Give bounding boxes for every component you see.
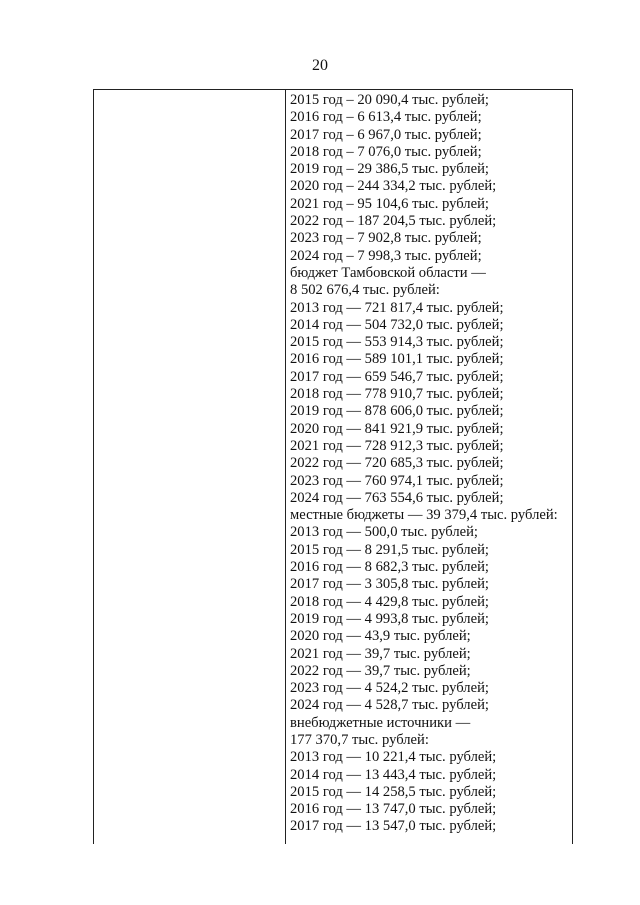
funding-line: 2023 год — 4 524,2 тыс. рублей; bbox=[290, 680, 489, 697]
funding-line: 2021 год — 39,7 тыс. рублей; bbox=[290, 645, 471, 662]
funding-line: 2016 год — 589 101,1 тыс. рублей; bbox=[290, 351, 504, 368]
funding-line: 2023 год – 7 902,8 тыс. рублей; bbox=[290, 230, 482, 247]
funding-line: 2016 год – 6 613,4 тыс. рублей; bbox=[290, 109, 482, 126]
funding-line: 2019 год – 29 386,5 тыс. рублей; bbox=[290, 161, 489, 178]
funding-line: 8 502 676,4 тыс. рублей: bbox=[290, 282, 440, 299]
funding-line: 177 370,7 тыс. рублей: bbox=[290, 731, 429, 748]
page-number: 20 bbox=[312, 57, 328, 74]
funding-line: 2015 год — 14 258,5 тыс. рублей; bbox=[290, 783, 497, 800]
funding-line: бюджет Тамбовской области — bbox=[290, 264, 486, 281]
funding-line: внебюджетные источники — bbox=[290, 714, 471, 731]
funding-line: 2015 год — 8 291,5 тыс. рублей; bbox=[290, 541, 489, 558]
funding-line: 2018 год — 4 429,8 тыс. рублей; bbox=[290, 593, 489, 610]
funding-line: 2020 год – 244 334,2 тыс. рублей; bbox=[290, 178, 497, 195]
funding-line: 2016 год — 13 747,0 тыс. рублей; bbox=[290, 801, 497, 818]
funding-line: 2015 год – 20 090,4 тыс. рублей; bbox=[290, 92, 489, 108]
funding-line: 2021 год – 95 104,6 тыс. рублей; bbox=[290, 195, 489, 212]
funding-line: 2013 год — 721 817,4 тыс. рублей; bbox=[290, 299, 504, 316]
funding-line: 2017 год – 6 967,0 тыс. рублей; bbox=[290, 126, 482, 143]
funding-line: 2024 год — 763 554,6 тыс. рублей; bbox=[290, 489, 504, 506]
funding-line: 2022 год — 39,7 тыс. рублей; bbox=[290, 662, 471, 679]
funding-table bbox=[93, 89, 573, 844]
funding-line: 2020 год — 841 921,9 тыс. рублей; bbox=[290, 420, 504, 437]
funding-line: 2017 год — 659 546,7 тыс. рублей; bbox=[290, 368, 504, 385]
funding-line: 2013 год — 500,0 тыс. рублей; bbox=[290, 524, 478, 541]
funding-line: 2021 год — 728 912,3 тыс. рублей; bbox=[290, 437, 504, 454]
funding-line: 2023 год — 760 974,1 тыс. рублей; bbox=[290, 472, 504, 489]
funding-line: 2017 год — 3 305,8 тыс. рублей; bbox=[290, 576, 489, 593]
funding-line: 2013 год — 10 221,4 тыс. рублей; bbox=[290, 749, 497, 766]
funding-line: 2018 год — 778 910,7 тыс. рублей; bbox=[290, 386, 504, 403]
funding-line: 2022 год — 720 685,3 тыс. рублей; bbox=[290, 455, 504, 472]
funding-line: 2022 год – 187 204,5 тыс. рублей; bbox=[290, 213, 497, 230]
funding-line: 2014 год — 504 732,0 тыс. рублей; bbox=[290, 316, 504, 333]
funding-line: 2014 год — 13 443,4 тыс. рублей; bbox=[290, 766, 497, 783]
funding-line: 2017 год — 13 547,0 тыс. рублей; bbox=[290, 818, 497, 835]
funding-line: 2024 год — 4 528,7 тыс. рублей; bbox=[290, 697, 489, 714]
funding-line: 2016 год — 8 682,3 тыс. рублей; bbox=[290, 559, 489, 576]
left-cell bbox=[94, 90, 286, 844]
funding-line: 2020 год — 43,9 тыс. рублей; bbox=[290, 628, 471, 645]
funding-line: 2024 год – 7 998,3 тыс. рублей; bbox=[290, 247, 482, 264]
funding-line: 2018 год – 7 076,0 тыс. рублей; bbox=[290, 143, 482, 160]
funding-line: 2019 год — 4 993,8 тыс. рублей; bbox=[290, 610, 489, 627]
funding-line: 2019 год — 878 606,0 тыс. рублей; bbox=[290, 403, 504, 420]
funding-amounts-cell bbox=[290, 92, 570, 836]
funding-line: местные бюджеты — 39 379,4 тыс. рублей: bbox=[290, 507, 558, 524]
funding-line: 2015 год — 553 914,3 тыс. рублей; bbox=[290, 334, 504, 351]
